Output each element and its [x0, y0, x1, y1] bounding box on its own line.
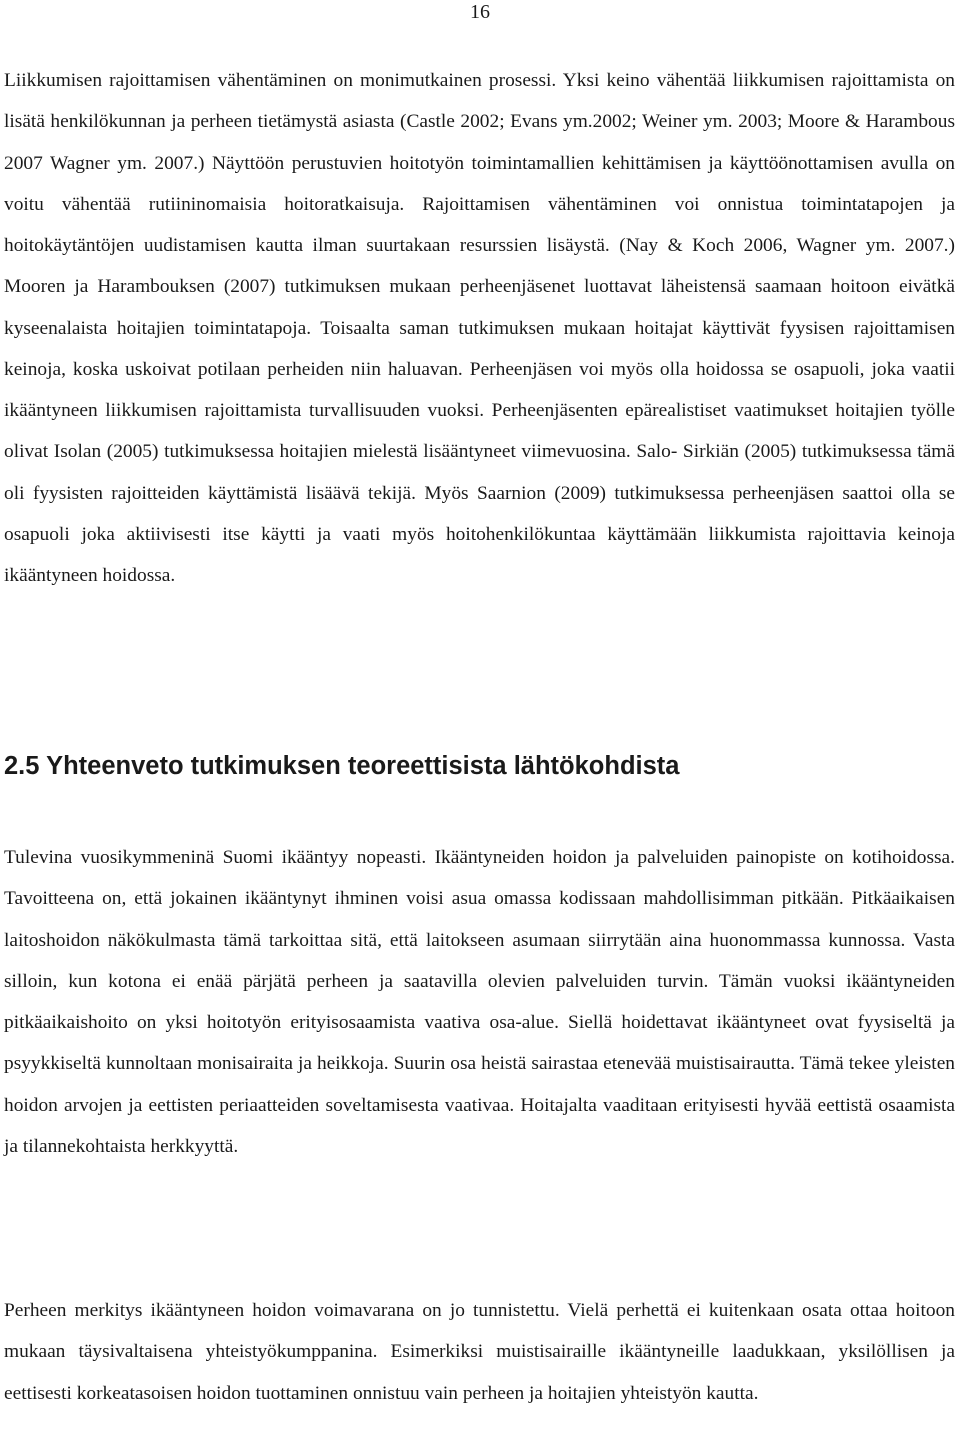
body-paragraph: Liikkumisen rajoittamisen vähentäminen on monimutkainen prosessi. Yksi keino vähentää liikkumisen rajoittamista on lisätä henkilökunnan ja perheen tietämystä asiasta (Castle 2002; Evans ym.2002; Weiner ym. 2003; Moore & Harambous 2007 Wagner ym. 2007.) Näyttöön perustuvien hoitotyön toimintamallien kehittämisen ja käyttöönottamisen avulla on voitu vähentää rutiininomaisia hoitoratkaisuja. Rajoittamisen vähentäminen voi onnistua toimintatapojen ja hoitokäytäntöjen uudistamisen kautta ilman suurtakaan resurssien lisäystä. (Nay & Koch 2006, Wagner ym. 2007.) Mooren ja Harambouksen (2007) tutkimuksen mukaan perheenjäsenet luottavat läheistensä saamaan hoitoon eivätkä kyseenalaista hoitajien toimintatapoja. Toisaalta saman tutkimuksen mukaan hoitajat käyttivät fyysisen rajoittamisen keinoja, koska uskoivat potilaan perheiden niin haluavan. Perheenjäsen voi myös olla hoidossa se osapuoli, joka vaatii ikääntyneen liikkumisen rajoittamista turvallisuuden vuoksi. Perheenjäsenten epärealistiset vaatimukset hoitajien työlle olivat Isolan (2005) tutkimuksessa hoitajien mielestä lisääntyneet viimevuosina. Salo- Sirkiän (2005) tutkimuksessa tämä oli fyysisten rajoitteiden käyttämistä lisäävä tekijä. Myös Saarnion (2009) tutkimuksessa perheenjäsen saattoi olla se osapuoli joka aktiivisesti itse käytti ja vaati myös hoitohenkilökuntaa käyttämään liikkumista rajoittavia keinoja ikääntyneen hoidossa.	[4, 70, 955, 586]
body-paragraph: Perheen merkitys ikääntyneen hoidon voimavarana on jo tunnistettu. Vielä perhettä ei kuitenkaan osata ottaa hoitoon mukaan täysivaltaisena yhteistyökumppanina. Esimerkiksi muistisairaille ikääntyneille laadukkaan, yksilöllisen ja eettisesti korkeatasoisen hoidon tuottaminen onnistuu vain perheen ja hoitajien yhteistyön kautta.	[4, 1300, 955, 1404]
body-paragraph: Tulevina vuosikymmeninä Suomi ikääntyy nopeasti. Ikääntyneiden hoidon ja palveluiden painopiste on kotihoidossa. Tavoitteena on, että jokainen ikääntynyt ihminen voisi asua omassa kodissaan mahdollisimman pitkään. Pitkäaikaisen laitoshoidon näkökulmasta tämä tarkoittaa sitä, että laitokseen asumaan siirrytään aina huonommassa kunnossa. Vasta silloin, kun kotona ei enää pärjätä perheen ja saatavilla olevien palveluiden turvin. Tämän vuoksi ikääntyneiden pitkäaikaishoito on yksi hoitotyön erityisosaamista vaativa osa-alue. Siellä hoidettavat ikääntyneet ovat fyysiseltä ja psyykkiseltä kunnoltaan monisairaita ja heikkoja. Suurin osa heistä sairastaa etenevää muistisairautta. Tämä tekee yleisten hoidon arvojen ja eettisten periaatteiden soveltamisesta vaativaa. Hoitajalta vaaditaan erityisesti hyvää eettistä osaamista ja tilannekohtaista herkkyyttä.	[4, 847, 955, 1157]
page-number: 16	[470, 1, 490, 23]
section-heading: 2.5 Yhteenveto tutkimuksen teoreettisista lähtökohdista	[4, 752, 680, 780]
